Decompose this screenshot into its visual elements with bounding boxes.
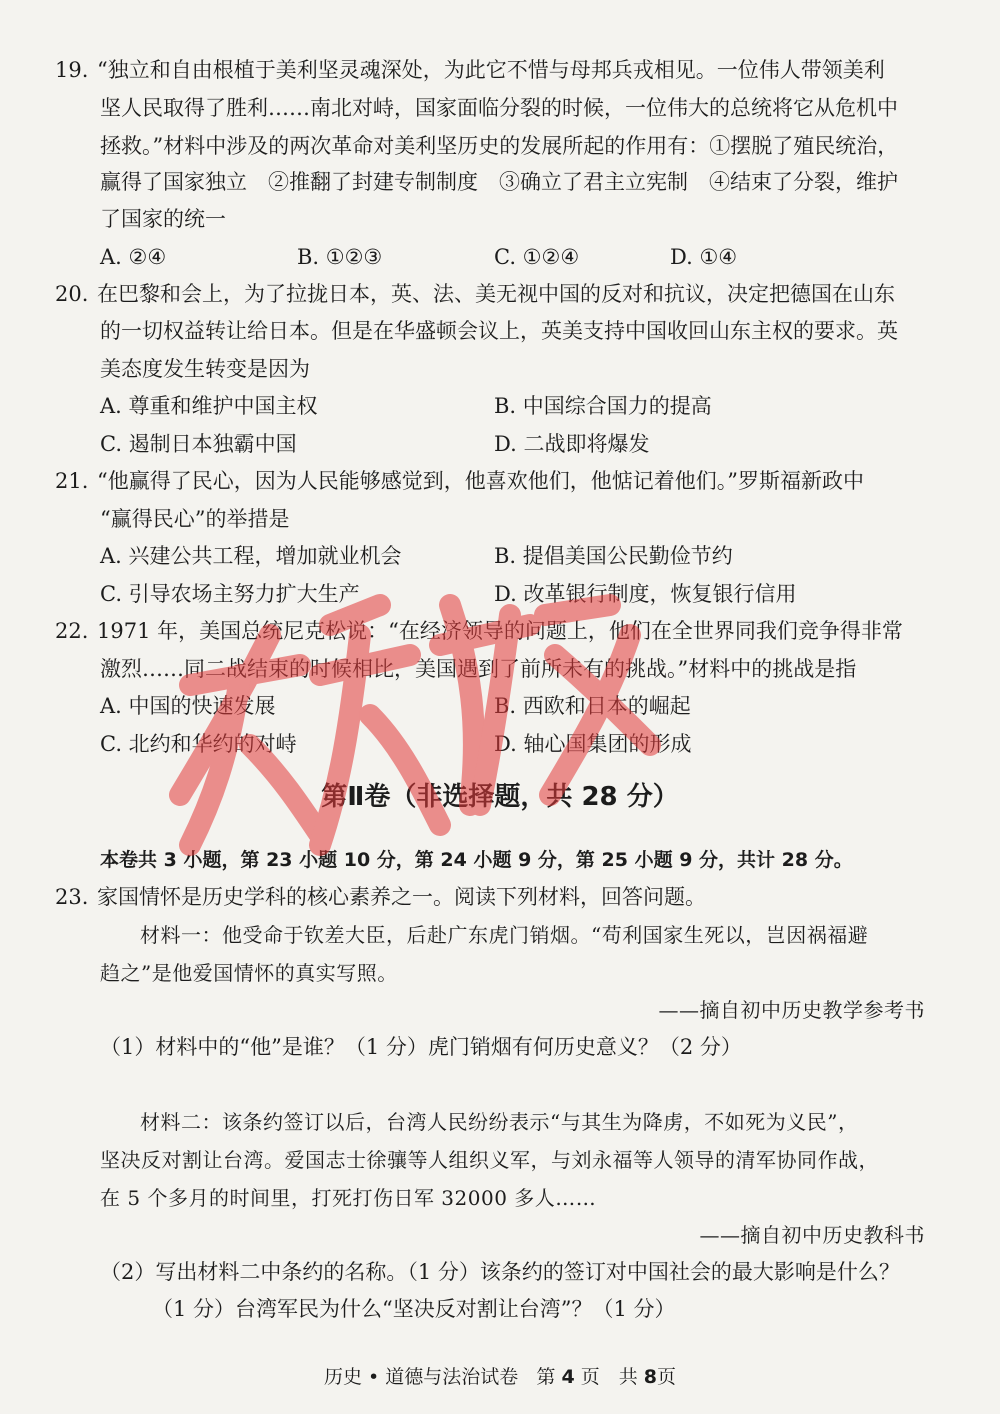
question-number: 23. [55,885,89,909]
question-19-line-3: 拯救。”材料中涉及的两次革命对美利坚历史的发展所起的作用有：①摆脱了殖民统治， [100,134,899,158]
question-22-line-1: 22. 1971 年，美国总统尼克松说：“在经济领导的问题上，他们在全世界同我们竞争得非常 [55,619,903,643]
material-2-line-2: 坚决反对割让台湾。爱国志士徐骧等人组织义军，与刘永福等人领导的清军协同作战， [100,1148,879,1172]
q22-option-b: B. 西欧和日本的崛起 [494,694,691,718]
section-2-title: 第Ⅱ卷（非选择题，共 28 分） [321,782,679,812]
question-19-line-2: 坚人民取得了胜利……南北对峙，国家面临分裂的时候，一位伟大的总统将它从危机中 [100,96,898,120]
question-number: 20. [55,282,89,306]
question-23-stem: 23. 家国情怀是历史学科的核心素养之一。阅读下列材料，回答问题。 [55,885,706,909]
q20-option-c: C. 遏制日本独霸中国 [100,432,297,456]
question-20-line-3: 美态度发生转变是因为 [100,357,310,381]
q20-option-b: B. 中国综合国力的提高 [494,394,712,418]
q21-option-c: C. 引导农场主努力扩大生产 [100,582,360,606]
q20-option-a: A. 尊重和维护中国主权 [100,394,318,418]
q19-option-a: A. ②④ [100,245,167,269]
question-number: 21. [55,469,89,493]
question-21-line-1: 21. “他赢得了民心，因为人民能够感觉到，他喜欢他们，他惦记着他们。”罗斯福新政中 [55,469,864,493]
current-page: 4 [561,1366,575,1388]
material-1-line-2: 趋之”是他爱国情怀的真实写照。 [100,961,398,985]
q19-option-d: D. ①④ [670,245,738,269]
material-1-line-1: 材料一：他受命于钦差大臣，后赴广东虎门销烟。“苟利国家生死以，岂因祸福避 [140,923,869,947]
question-20-line-2: 的一切权益转让给日本。但是在华盛顿会议上，英美支持中国收回山东主权的要求。英 [100,319,898,343]
q22-option-d: D. 轴心国集团的形成 [494,732,692,756]
question-number: 19. [55,58,89,82]
question-19-line-4: 赢得了国家独立 ②推翻了封建专制制度 ③确立了君主立宪制 ④结束了分裂，维护 [100,170,898,194]
q21-option-a: A. 兴建公共工程，增加就业机会 [100,544,402,568]
question-number: 22. [55,619,89,643]
question-22-line-2: 激烈……同二战结束的时候相比，美国遇到了前所未有的挑战。”材料中的挑战是指 [100,657,857,681]
q19-option-c: C. ①②④ [494,245,580,269]
q21-option-d: D. 改革银行制度，恢复银行信用 [494,582,797,606]
q19-option-b: B. ①②③ [297,245,383,269]
q20-option-d: D. 二战即将爆发 [494,432,650,456]
question-19-line-1: 19. “独立和自由根植于美利坚灵魂深处，为此它不惜与母邦兵戎相见。一位伟人带领美利 [55,58,885,82]
page-footer: 历史 • 道德与法治试卷 第 4 页 共 8页 [323,1366,677,1388]
material-2-line-1: 材料二：该条约签订以后，台湾人民纷纷表示“与其生为降虏，不如死为义民”， [140,1110,859,1134]
question-21-line-2: “赢得民心”的举措是 [100,507,290,531]
q21-option-b: B. 提倡美国公民勤俭节约 [494,544,733,568]
q22-option-c: C. 北约和华约的对峙 [100,732,297,756]
sub-question-2-line-2: （1 分）台湾军民为什么“坚决反对割让台湾”？（1 分） [152,1297,676,1321]
material-1-source: ——摘自初中历史教学参考书 [658,998,925,1022]
material-2-source: ——摘自初中历史教科书 [699,1223,925,1247]
question-20-line-1: 20. 在巴黎和会上，为了拉拢日本，英、法、美无视中国的反对和抗议，决定把德国在山东 [55,282,895,306]
q22-option-a: A. 中国的快速发展 [100,694,276,718]
section-2-intro: 本卷共 3 小题，第 23 小题 10 分，第 24 小题 9 分，第 25 小题 9 分，共计 28 分。 [100,849,853,871]
sub-question-2-line-1: （2）写出材料二中条约的名称。（1 分）该条约的签订对中国社会的最大影响是什么？ [100,1260,900,1284]
question-19-line-5: 了国家的统一 [100,207,226,231]
footer-subject: 历史 • 道德与法治试卷 [323,1366,519,1388]
total-pages: 8 [643,1366,658,1388]
sub-question-1: （1）材料中的“他”是谁？（1 分）虎门销烟有何历史意义？（2 分） [100,1035,742,1059]
material-2-line-3: 在 5 个多月的时间里，打死打伤日军 32000 多人…… [100,1186,597,1210]
